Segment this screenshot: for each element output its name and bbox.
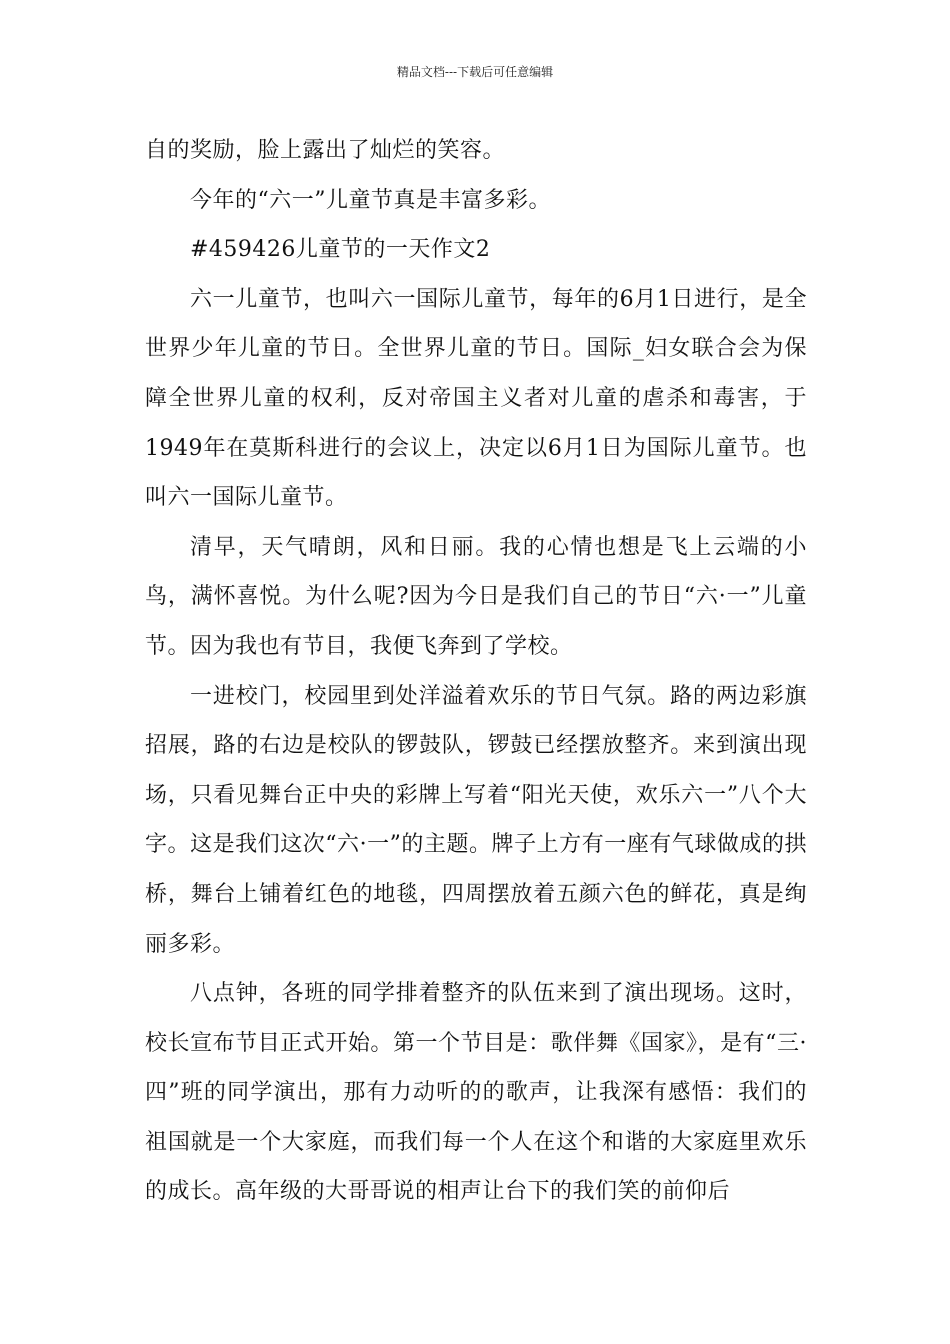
essay-title: #459426儿童节的一天作文2 <box>190 237 491 263</box>
paragraph-performance: 八点钟，各班的同学排着整齐的队伍来到了演出现场。这时，校长宣布节目正式开始。第一个节目是：歌伴舞《国家》，是有“三·四”班的同学演出，那有力动听的的歌声，让我深有感悟：我们的祖国就是一个大家庭，而我们每一个人在这个和谐的大家庭里欢乐的成长。高年级的大哥哥说的相声让台下的我们笑的前仰后 <box>145 981 807 1205</box>
paragraph-school-gate: 一进校门，校园里到处洋溢着欢乐的节日气氛。路的两边彩旗招展，路的右边是校队的锣鼓队，锣鼓已经摆放整齐。来到演出现场，只看见舞台正中央的彩牌上写着“阳光天使，欢乐六一”八个大字。这是我们这次“六·一”的主题。牌子上方有一座有气球做成的拱桥，舞台上铺着红色的地毯，四周摆放着五颜六色的鲜花，真是绚丽多彩。 <box>145 683 807 957</box>
paragraph-continuation: 自的奖励，脸上露出了灿烂的笑容。 <box>145 138 506 163</box>
paragraph-intro: 六一儿童节，也叫六一国际儿童节，每年的6月1日进行，是全世界少年儿童的节日。全世界儿童的节日。国际_妇女联合会为保障全世界儿童的权利，反对帝国主义者对儿童的虐杀和毒害，于1949年在莫斯科进行的会议上，决定以6月1日为国际儿童节。也叫六一国际儿童节。 <box>145 286 807 511</box>
page-header: 精品文档---下载后可任意编辑 <box>396 65 554 79</box>
document-body <box>145 126 807 1217</box>
paragraph-summary: 今年的“六一”儿童节真是丰富多彩。 <box>190 187 551 213</box>
paragraph-morning: 清早，天气晴朗，风和日丽。我的心情也想是飞上云端的小鸟，满怀喜悦。为什么呢?因为今日是我们自己的节日“六·一”儿童节。因为我也有节目，我便飞奔到了学校。 <box>145 534 807 659</box>
